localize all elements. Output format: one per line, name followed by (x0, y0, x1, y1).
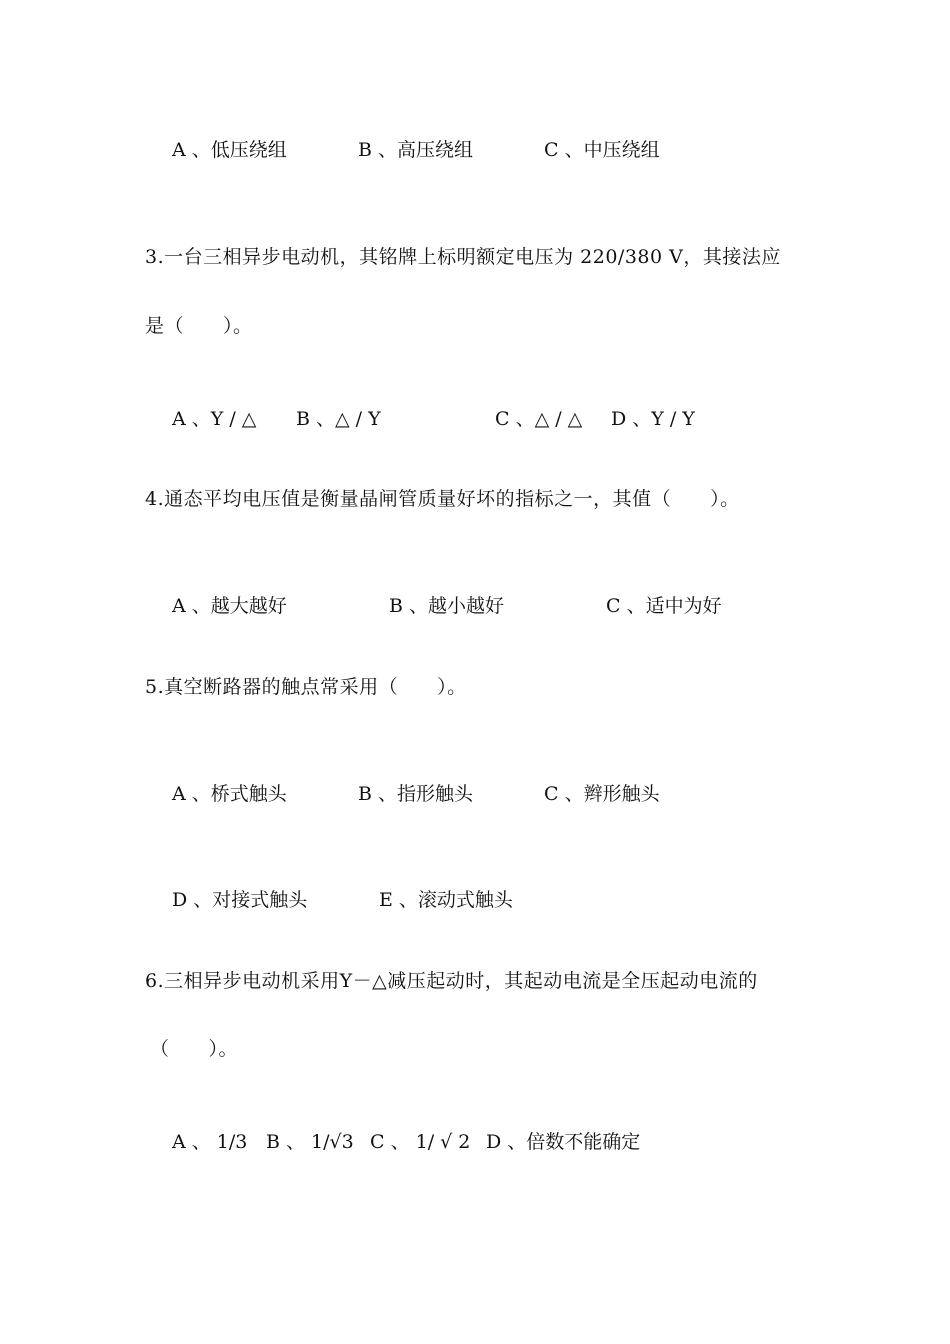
q5-option-c: C 、辫形触头 (544, 783, 660, 805)
q3-stem-line2: 是（ ）。 (145, 315, 253, 337)
q5-option-d: D 、对接式触头 (172, 889, 308, 911)
q5-option-e: E 、滚动式触头 (379, 889, 513, 911)
q2-option-b: B 、高压绕组 (358, 139, 474, 161)
q5-option-a: A 、桥式触头 (172, 783, 287, 805)
q6-option-c: C 、 1/ √ 2 (370, 1131, 471, 1153)
q6-option-d: D 、倍数不能确定 (486, 1131, 641, 1153)
q4-stem-line1: 4.通态平均电压值是衡量晶闸管质量好坏的指标之一，其值（ ）。 (145, 488, 740, 510)
q5-stem-line1: 5.真空断路器的触点常采用（ ）。 (145, 676, 467, 698)
q6-option-b: B 、 1/√3 (266, 1131, 354, 1153)
q4-option-c: C 、适中为好 (606, 595, 722, 617)
q6-stem-line2: （ ）。 (150, 1038, 239, 1060)
q2-option-a: A 、低压绕组 (172, 139, 287, 161)
q4-option-b: B 、越小越好 (389, 595, 505, 617)
q3-option-d: D 、Y / Y (611, 408, 695, 430)
q3-option-c: C 、△ / △ (495, 408, 583, 430)
q6-stem-line1: 6.三相异步电动机采用Y－△减压起动时，其起动电流是全压起动电流的 (145, 970, 758, 992)
q6-option-a: A 、 1/3 (172, 1131, 248, 1153)
q3-option-a: A 、Y / △ (172, 408, 257, 430)
q2-option-c: C 、中压绕组 (544, 139, 660, 161)
q4-option-a: A 、越大越好 (172, 595, 287, 617)
q3-stem-line1: 3.一台三相异步电动机，其铭牌上标明额定电压为 220/380 V，其接法应 (145, 246, 781, 268)
q5-option-b: B 、指形触头 (358, 783, 474, 805)
q3-option-b: B 、△ / Y (296, 408, 381, 430)
